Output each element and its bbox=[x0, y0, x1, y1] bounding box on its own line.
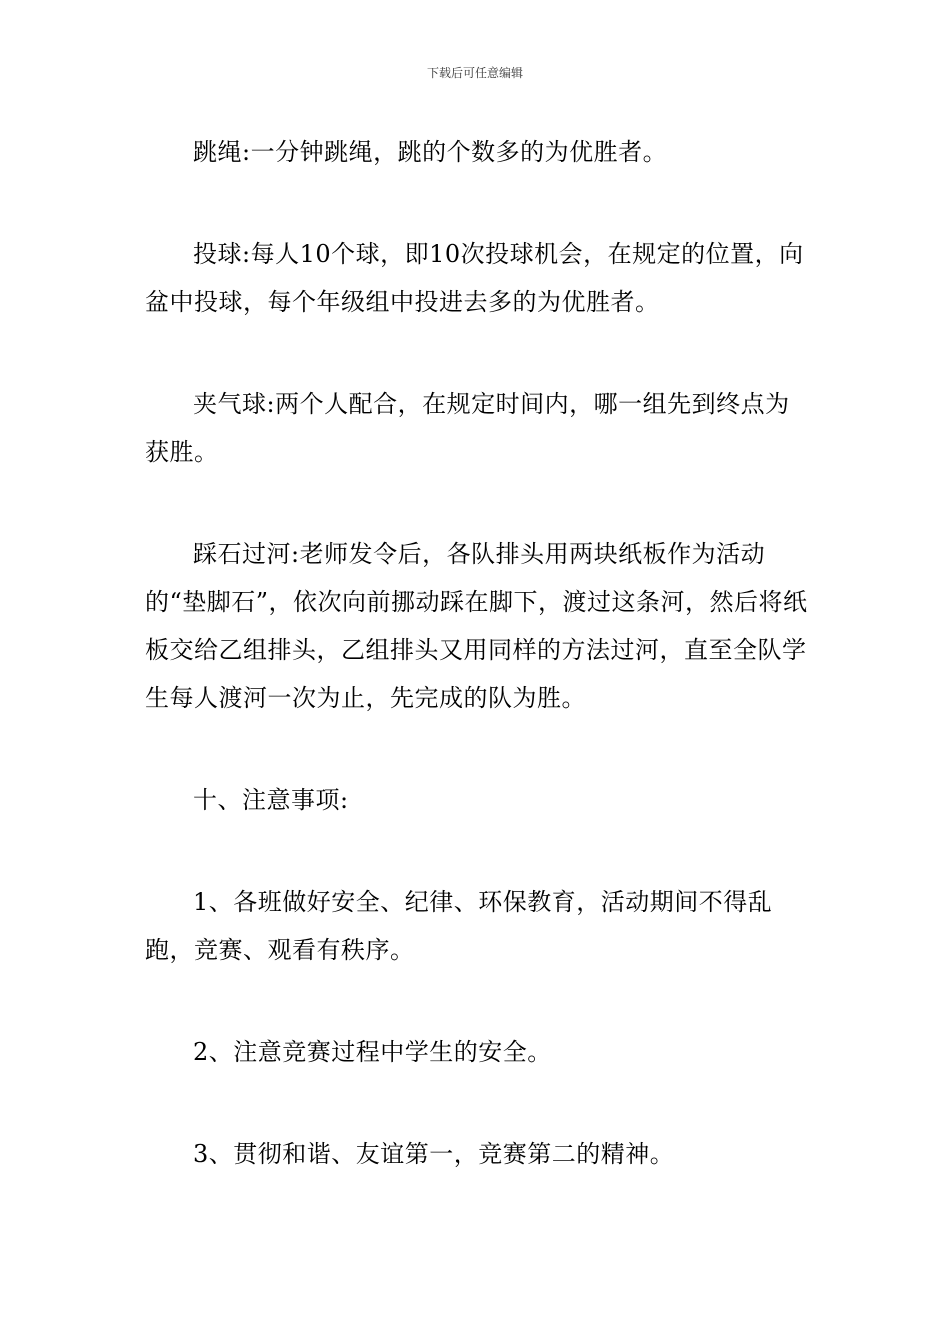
paragraph-ball-throw: 投球:每人10个球，即10次投球机会，在规定的位置，向盆中投球，每个年级组中投进去多的为优胜者。 bbox=[145, 240, 804, 316]
paragraph-stepping-stones: 踩石过河:老师发令后，各队排头用两块纸板作为活动的“垫脚石”，依次向前挪动踩在脚下，渡过这条河，然后将纸板交给乙组排头，乙组排头又用同样的方法过河，直至全队学生每人渡河一次为止，先完成的队为胜。 bbox=[145, 540, 808, 712]
section-heading-notes: 十、注意事项: bbox=[193, 786, 349, 814]
header-note: 下载后可任意编辑 bbox=[426, 66, 523, 80]
paragraph-jump-rope: 跳绳:一分钟跳绳，跳的个数多的为优胜者。 bbox=[193, 138, 668, 166]
note-item-1: 1、各班做好安全、纪律、环保教育，活动期间不得乱跑，竞赛、观看有秩序。 bbox=[145, 888, 773, 964]
note-item-2: 2、注意竞赛过程中学生的安全。 bbox=[193, 1038, 552, 1066]
paragraph-balloon-carry: 夹气球:两个人配合，在规定时间内，哪一组先到终点为获胜。 bbox=[145, 390, 790, 466]
note-item-3: 3、贯彻和谐、友谊第一，竞赛第二的精神。 bbox=[193, 1140, 675, 1168]
document-body bbox=[145, 128, 810, 1178]
